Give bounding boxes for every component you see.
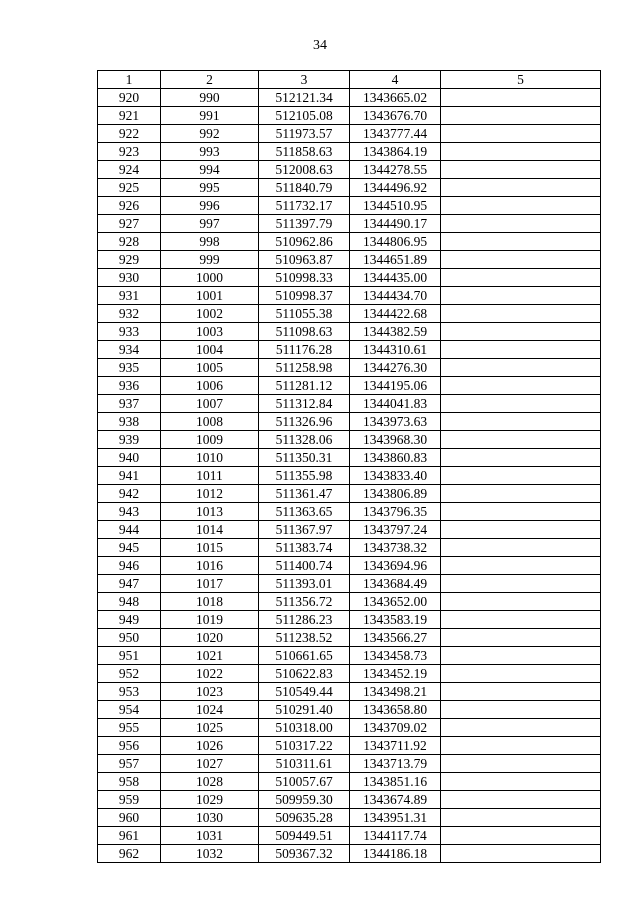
table-cell: 1025 [161,719,259,737]
table-cell: 1009 [161,431,259,449]
table-cell [441,809,601,827]
table-cell [441,359,601,377]
table-cell: 511397.79 [259,215,350,233]
table-cell: 954 [98,701,161,719]
table-cell: 959 [98,791,161,809]
table-cell: 1343713.79 [350,755,441,773]
table-cell: 992 [161,125,259,143]
table-cell: 956 [98,737,161,755]
table-cell: 1343452.19 [350,665,441,683]
table-cell: 957 [98,755,161,773]
table-cell: 1344382.59 [350,323,441,341]
table-row [98,359,601,377]
table-row [98,683,601,701]
table-cell [441,773,601,791]
table-cell: 1016 [161,557,259,575]
table-cell: 511355.98 [259,467,350,485]
table-cell: 931 [98,287,161,305]
table-row [98,611,601,629]
table-cell: 949 [98,611,161,629]
table-cell: 995 [161,179,259,197]
table-row [98,449,601,467]
table-row [98,107,601,125]
table-cell: 940 [98,449,161,467]
table-cell: 962 [98,845,161,863]
table-cell: 1011 [161,467,259,485]
table-cell: 1012 [161,485,259,503]
table-row [98,557,601,575]
table-cell: 1343777.44 [350,125,441,143]
table-cell: 938 [98,413,161,431]
table-cell [441,107,601,125]
table-cell [441,215,601,233]
table-row [98,89,601,107]
table-cell: 1020 [161,629,259,647]
table-cell [441,161,601,179]
table-cell [441,485,601,503]
table-cell: 509367.32 [259,845,350,863]
table-cell: 1022 [161,665,259,683]
table-cell: 1343674.89 [350,791,441,809]
table-cell: 511367.97 [259,521,350,539]
table-cell: 948 [98,593,161,611]
table-row [98,467,601,485]
table-cell: 511732.17 [259,197,350,215]
table-cell: 950 [98,629,161,647]
table-cell [441,251,601,269]
table-row [98,413,601,431]
table-cell: 510622.83 [259,665,350,683]
table-cell: 511356.72 [259,593,350,611]
table-cell: 960 [98,809,161,827]
table-cell: 1343833.40 [350,467,441,485]
table-cell: 1343566.27 [350,629,441,647]
table-cell: 945 [98,539,161,557]
table-row [98,233,601,251]
table-cell: 1000 [161,269,259,287]
table-row [98,287,601,305]
table-cell: 511281.12 [259,377,350,395]
table-cell: 1344186.18 [350,845,441,863]
table-cell: 1024 [161,701,259,719]
table-cell: 924 [98,161,161,179]
column-header: 2 [161,71,259,89]
table-cell [441,287,601,305]
table-cell: 1027 [161,755,259,773]
table-cell [441,845,601,863]
table-cell: 1343796.35 [350,503,441,521]
table-cell: 509449.51 [259,827,350,845]
table-row [98,737,601,755]
table-cell: 932 [98,305,161,323]
table-cell: 1343652.00 [350,593,441,611]
table-cell: 921 [98,107,161,125]
table-row [98,665,601,683]
table-cell: 952 [98,665,161,683]
table-cell: 1344310.61 [350,341,441,359]
coordinates-table [97,70,601,863]
table-cell: 1343684.49 [350,575,441,593]
table-row [98,809,601,827]
table-row [98,179,601,197]
table-cell: 1344041.83 [350,395,441,413]
table-row [98,539,601,557]
table-cell: 951 [98,647,161,665]
table-row [98,773,601,791]
table-cell: 511238.52 [259,629,350,647]
table-cell: 1013 [161,503,259,521]
table-cell [441,125,601,143]
table-cell: 1344278.55 [350,161,441,179]
table-cell: 994 [161,161,259,179]
table-cell [441,413,601,431]
table-cell: 1343738.32 [350,539,441,557]
table-row [98,431,601,449]
table-cell: 1006 [161,377,259,395]
table-body [98,89,601,863]
table-cell: 509959.30 [259,791,350,809]
table-cell [441,269,601,287]
table-cell: 1007 [161,395,259,413]
table-header-row [98,71,601,89]
table-cell: 930 [98,269,161,287]
table-cell [441,755,601,773]
table-cell [441,179,601,197]
table-cell: 928 [98,233,161,251]
table-cell: 1023 [161,683,259,701]
table-cell: 946 [98,557,161,575]
table-cell: 1343797.24 [350,521,441,539]
table-cell [441,449,601,467]
table-cell: 997 [161,215,259,233]
table-cell [441,467,601,485]
table-row [98,305,601,323]
table-cell [441,665,601,683]
table-cell [441,431,601,449]
table-cell [441,827,601,845]
table-cell: 510963.87 [259,251,350,269]
table-cell [441,737,601,755]
table-cell: 510311.61 [259,755,350,773]
table-cell: 1005 [161,359,259,377]
table-cell: 933 [98,323,161,341]
table-cell: 511328.06 [259,431,350,449]
table-row [98,251,601,269]
table-cell: 1004 [161,341,259,359]
table-cell: 1344434.70 [350,287,441,305]
table-cell: 936 [98,377,161,395]
table-cell: 1344806.95 [350,233,441,251]
table-cell: 953 [98,683,161,701]
table-row [98,161,601,179]
table-cell: 1343694.96 [350,557,441,575]
table-cell: 999 [161,251,259,269]
table-cell: 1344490.17 [350,215,441,233]
column-header: 4 [350,71,441,89]
table-cell: 1343851.16 [350,773,441,791]
table-cell: 996 [161,197,259,215]
table-cell: 1343498.21 [350,683,441,701]
table-cell: 509635.28 [259,809,350,827]
table-cell: 920 [98,89,161,107]
table-row [98,377,601,395]
table-cell: 922 [98,125,161,143]
table-cell: 511363.65 [259,503,350,521]
table-row [98,323,601,341]
table-cell [441,89,601,107]
table-cell: 511326.96 [259,413,350,431]
table-cell: 1019 [161,611,259,629]
table-cell: 510998.33 [259,269,350,287]
table-row [98,395,601,413]
table-cell: 511312.84 [259,395,350,413]
table-cell [441,647,601,665]
table-row [98,503,601,521]
table-cell: 1028 [161,773,259,791]
table-cell: 1343676.70 [350,107,441,125]
table-row [98,629,601,647]
table-cell: 1032 [161,845,259,863]
table-row [98,827,601,845]
table-cell: 1344276.30 [350,359,441,377]
table-cell: 1343951.31 [350,809,441,827]
table-cell [441,539,601,557]
table-cell: 1344651.89 [350,251,441,269]
table-cell: 1343665.02 [350,89,441,107]
column-header: 1 [98,71,161,89]
table-cell [441,557,601,575]
table-cell: 1343806.89 [350,485,441,503]
table-cell [441,233,601,251]
table-cell [441,629,601,647]
table-row [98,593,601,611]
table-cell [441,341,601,359]
table-cell [441,593,601,611]
table-cell: 1002 [161,305,259,323]
table-cell: 1343709.02 [350,719,441,737]
table-row [98,647,601,665]
table-cell: 511098.63 [259,323,350,341]
table-cell: 512008.63 [259,161,350,179]
table-cell: 510998.37 [259,287,350,305]
column-header: 3 [259,71,350,89]
table-cell [441,395,601,413]
table-cell: 935 [98,359,161,377]
table-row [98,143,601,161]
table-cell: 944 [98,521,161,539]
table-cell: 929 [98,251,161,269]
table-cell: 510661.65 [259,647,350,665]
table-cell: 991 [161,107,259,125]
table-cell: 511286.23 [259,611,350,629]
table-cell: 511858.63 [259,143,350,161]
table-cell: 510318.00 [259,719,350,737]
table-cell: 942 [98,485,161,503]
table-cell [441,197,601,215]
table-row [98,197,601,215]
table-cell: 927 [98,215,161,233]
table-cell: 1021 [161,647,259,665]
table-cell [441,503,601,521]
table-row [98,485,601,503]
table-cell: 1344422.68 [350,305,441,323]
table-cell: 510549.44 [259,683,350,701]
table-cell [441,521,601,539]
table-cell [441,701,601,719]
table-cell: 511973.57 [259,125,350,143]
table-cell [441,323,601,341]
table-cell: 939 [98,431,161,449]
table-row [98,701,601,719]
table-cell: 511258.98 [259,359,350,377]
table-row [98,719,601,737]
table-cell [441,683,601,701]
page-number: 34 [313,38,327,53]
table-cell: 511383.74 [259,539,350,557]
table-cell: 1344496.92 [350,179,441,197]
table-cell: 1343711.92 [350,737,441,755]
table-row [98,125,601,143]
table-cell: 511176.28 [259,341,350,359]
table-cell: 1017 [161,575,259,593]
table-cell: 512105.08 [259,107,350,125]
table-cell: 990 [161,89,259,107]
table-cell: 1343864.19 [350,143,441,161]
table-cell: 510291.40 [259,701,350,719]
table-cell: 510057.67 [259,773,350,791]
table-cell: 934 [98,341,161,359]
table-cell: 1343658.80 [350,701,441,719]
table-cell: 1343860.83 [350,449,441,467]
table-cell [441,791,601,809]
table-cell: 1344195.06 [350,377,441,395]
table-cell [441,143,601,161]
table-cell: 1008 [161,413,259,431]
table-cell: 941 [98,467,161,485]
table-cell: 511840.79 [259,179,350,197]
table-cell: 511393.01 [259,575,350,593]
table-cell: 510962.86 [259,233,350,251]
table-cell: 511055.38 [259,305,350,323]
table-cell: 1344117.74 [350,827,441,845]
table-cell: 512121.34 [259,89,350,107]
table-cell: 1344435.00 [350,269,441,287]
table-row [98,755,601,773]
table-cell: 1015 [161,539,259,557]
table-cell: 510317.22 [259,737,350,755]
table-cell: 961 [98,827,161,845]
table-cell: 925 [98,179,161,197]
table-cell: 1018 [161,593,259,611]
table-cell: 1343458.73 [350,647,441,665]
table-cell: 926 [98,197,161,215]
table-cell: 1014 [161,521,259,539]
table-cell: 993 [161,143,259,161]
table-row [98,791,601,809]
table-cell: 1344510.95 [350,197,441,215]
table-row [98,341,601,359]
table-cell: 1031 [161,827,259,845]
table-row [98,575,601,593]
table-row [98,269,601,287]
table-row [98,845,601,863]
table-cell: 958 [98,773,161,791]
table-cell: 511400.74 [259,557,350,575]
table-cell: 511350.31 [259,449,350,467]
table-cell [441,719,601,737]
column-header: 5 [441,71,601,89]
table-cell: 1030 [161,809,259,827]
table-cell: 943 [98,503,161,521]
table-cell: 998 [161,233,259,251]
table-cell: 511361.47 [259,485,350,503]
table-cell [441,377,601,395]
table-cell: 1343968.30 [350,431,441,449]
table-cell: 1010 [161,449,259,467]
table-cell [441,305,601,323]
table-cell: 937 [98,395,161,413]
table-cell: 955 [98,719,161,737]
table-cell: 1001 [161,287,259,305]
table-row [98,521,601,539]
table-cell: 1343583.19 [350,611,441,629]
table-cell: 1343973.63 [350,413,441,431]
table-cell [441,575,601,593]
table-cell: 1003 [161,323,259,341]
table-row [98,215,601,233]
table-cell: 1026 [161,737,259,755]
table-cell: 923 [98,143,161,161]
table-cell [441,611,601,629]
table-cell: 1029 [161,791,259,809]
table-cell: 947 [98,575,161,593]
